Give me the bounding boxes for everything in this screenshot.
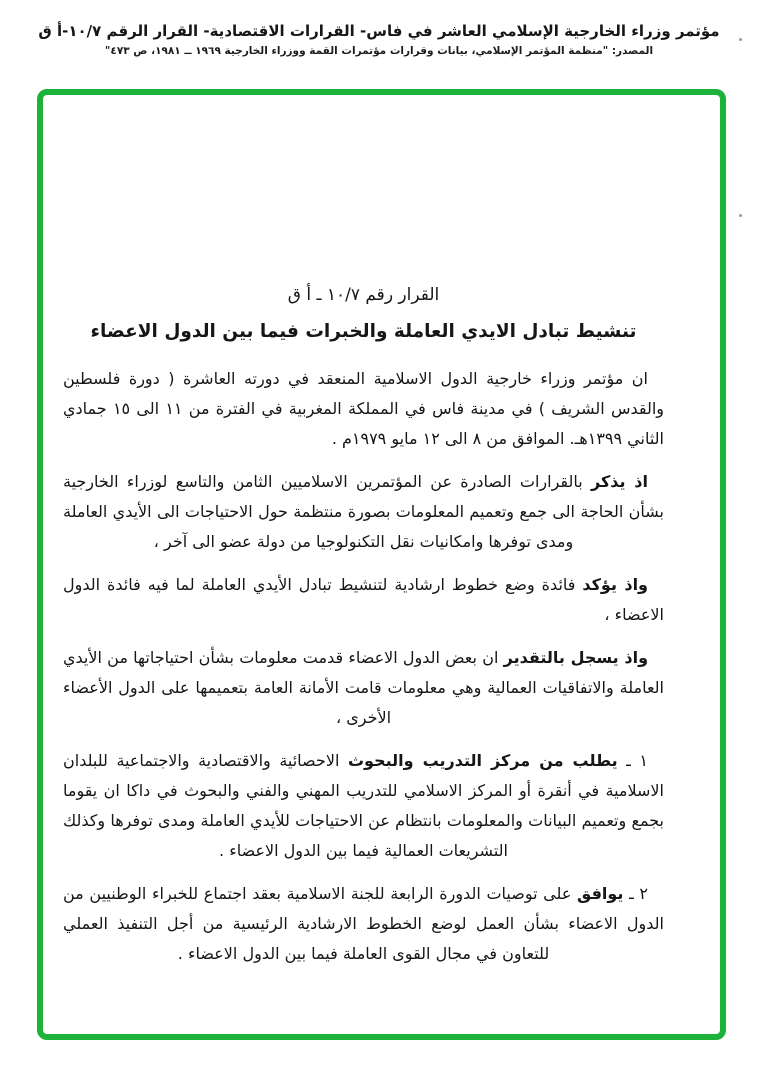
- scan-speck: [739, 214, 742, 217]
- paragraph-recalls: [63, 467, 664, 557]
- paragraph-notes: [63, 643, 664, 733]
- paragraph-lead-bold: واذ يسجل بالتقدير: [503, 648, 649, 667]
- document-body: [63, 285, 664, 982]
- header-title-line: مؤتمر وزراء الخارجية الإسلامي العاشر في فاس- القرارات الاقتصادية- القرار الرقم ١٠/٧-أ ق: [38, 22, 720, 40]
- paragraph-text: ان مؤتمر وزراء خارجية الدول الاسلامية المنعقد في دورته العاشرة ( دورة فلسطين والقدس الشريف ) في مدينة فاس في المملكة المغربية في الفترة من ١١ الى ١٥ جمادي الثاني ١٣٩٩هـ. الموافق من ٨ الى ١٢ مايو ١٩٧٩م .: [63, 369, 665, 448]
- paragraph-text: على توصيات الدورة الرابعة للجنة الاسلامية بعقد اجتماع للخبراء الوطنيين من الدول الاعضاء بشأن العمل لوضع الخطوط الارشادية الرئيسية من أجل التنفيذ العملي للتعاون في مجال القوى العاملة فيما بين الدول الاعضاء .: [63, 884, 664, 963]
- paragraph-item-1: [63, 746, 664, 866]
- scan-speck: [739, 38, 742, 41]
- item-number: ٢ ـ: [623, 884, 649, 903]
- paragraph-text: ان بعض الدول الاعضاء قدمت معلومات بشأن احتياجاتها من الأيدي العاملة والاتفاقيات العمالية وهي معلومات قامت الأمانة العامة بتعميمها على الدول الأعضاء الأخرى ،: [63, 648, 664, 727]
- resolution-number: القرار رقم ١٠/٧ ـ أ ق: [287, 285, 440, 305]
- document-header: [0, 20, 758, 57]
- paragraph-text: الاحصائية والاقتصادية والاجتماعية للبلدان الاسلامية في أنقرة أو المركز الاسلامي للتدريب المهني والفني والبحوث في داكا ان يقوما بجمع وتعميم البيانات والمعلومات بانتظام عن الاحتياجات للأيدي العاملة ومدى توفرها وكذلك التشريعات العمالية فيما بين الدول الاعضاء .: [63, 751, 664, 860]
- paragraph-lead-bold: واذ يؤكد: [582, 575, 649, 594]
- item-number: ١ ـ: [617, 751, 649, 770]
- header-source-line: المصدر: "منظمة المؤتمر الإسلامي، بيانات وقرارات مؤتمرات القمة ووزراء الخارجية ١٩٦٩ ــ ١٩٨١، ص ٤٧٣": [104, 45, 654, 57]
- paragraph-text: بالقرارات الصادرة عن المؤتمرين الاسلاميين الثامن والتاسع لوزراء الخارجية بشأن الحاجة الى جمع وتعميم المعلومات بصورة منتظمة حول الاحتياجات الى الأيدي العاملة ومدى توفرها وامكانيات نقل التكنولوجيا من دولة عضو الى آخر ،: [63, 472, 664, 551]
- paragraph-lead-bold: يوافق: [577, 884, 624, 903]
- paragraph-lead-bold: اذ يذكر: [591, 472, 649, 491]
- paragraph-text: فائدة وضع خطوط ارشادية لتنشيط تبادل الأيدي العاملة لما فيه فائدة الدول الاعضاء ،: [63, 575, 664, 624]
- document-title: تنشيط تبادل الايدي العاملة والخبرات فيما بين الدول الاعضاء: [90, 321, 637, 342]
- document-frame: [37, 89, 726, 1040]
- paragraph-affirms: [63, 570, 664, 630]
- paragraph-item-2: [63, 879, 664, 969]
- paragraph-lead-bold: يطلب من مركز التدريب والبحوث: [347, 751, 618, 770]
- paragraph-session: [63, 364, 664, 454]
